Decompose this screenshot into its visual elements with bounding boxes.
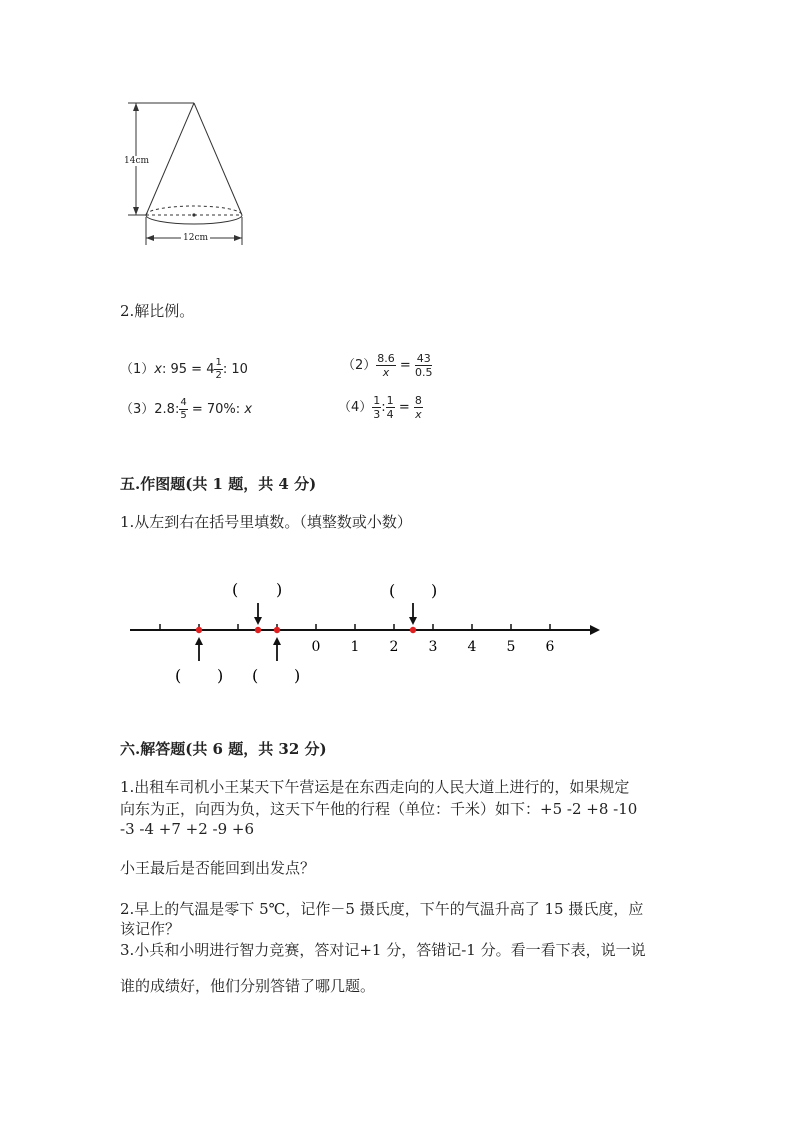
- proportion-3: [120, 398, 252, 421]
- cone-height-label: 14cm: [124, 156, 150, 166]
- cone-figure: [120, 95, 260, 255]
- proportion-2-left-den: x: [382, 366, 390, 379]
- section6-q2-line2: 该记作？: [120, 920, 181, 938]
- bracket-open-bottom-2: (: [252, 666, 259, 685]
- proportion-4-frac3-num: 8: [414, 394, 422, 407]
- section5-q1: 1.从左到右在括号里填数。（填整数或小数）: [120, 513, 412, 531]
- proportion-1: [120, 358, 248, 381]
- tick-label-3: 3: [428, 639, 438, 655]
- point-b: [255, 627, 261, 633]
- proportion-4-frac2-num: 1: [386, 394, 394, 407]
- proportion-2-eq: =: [399, 358, 411, 373]
- section6-q1-question: 小王最后是否能回到出发点？: [120, 859, 316, 877]
- proportion-4-index: （4）: [338, 400, 373, 415]
- tick-label-1: 1: [350, 639, 360, 655]
- tick-label-6: 6: [545, 639, 555, 655]
- proportion-3-frac-num: 4: [180, 397, 187, 408]
- proportion-2: [342, 353, 432, 378]
- proportion-1-frac-num: 1: [215, 357, 222, 368]
- proportion-2-right-num: 43: [416, 352, 431, 365]
- q2-title: 2.解比例。: [120, 302, 195, 320]
- proportion-4-frac3-den: x: [415, 408, 422, 421]
- tick-label-0: 0: [311, 639, 321, 655]
- section5-heading: 五.作图题(共 1 题，共 4 分): [120, 475, 317, 493]
- proportion-3-start: 2.8:: [154, 402, 180, 417]
- section6-q1-line3: -3 -4 +7 +2 -9 +6: [120, 820, 255, 838]
- proportion-4-frac2-den: 4: [386, 408, 394, 421]
- tick-label-2: 2: [389, 639, 399, 655]
- section6-q1-line2: 向东为正，向西为负，这天下午他的行程（单位：千米）如下：+5 -2 +8 -10: [120, 800, 638, 818]
- proportion-4-frac1-den: 3: [373, 408, 381, 421]
- section6-q2-line1: 2.早上的气温是零下 5℃，记作－5 摄氏度，下午的气温升高了 15 摄氏度，应: [120, 900, 644, 918]
- bracket-open-top-2: (: [389, 581, 396, 600]
- number-line: [120, 575, 610, 690]
- proportion-3-var: x: [244, 402, 253, 417]
- proportion-4-eq: =: [398, 400, 410, 415]
- proportion-3-mid: = 70%:: [191, 402, 241, 417]
- bracket-close-top-1: ): [276, 580, 283, 599]
- proportion-3-index: （3）: [120, 402, 155, 417]
- proportion-1-frac-den: 2: [215, 370, 222, 381]
- proportion-4-frac1-num: 1: [373, 394, 381, 407]
- point-c: [274, 627, 280, 633]
- section6-q3-line2: 谁的成绩好，他们分别答错了哪几题。: [120, 977, 376, 995]
- proportion-1-end: : 10: [222, 362, 248, 377]
- bracket-close-bottom-2: ): [294, 666, 301, 685]
- tick-label-5: 5: [506, 639, 516, 655]
- section6-q1-line1: 1.出租车司机小王某天下午营运是在东西走向的人民大道上进行的，如果规定: [120, 778, 630, 796]
- bracket-close-bottom-1: ): [217, 666, 224, 685]
- section6-heading: 六.解答题(共 6 题，共 32 分): [120, 740, 327, 758]
- bracket-close-top-2: ): [431, 581, 438, 600]
- proportion-4: [338, 395, 423, 420]
- proportion-4-colon: :: [381, 400, 386, 415]
- bracket-open-bottom-1: (: [175, 666, 182, 685]
- proportion-1-var: x: [154, 362, 162, 377]
- cone-diameter-label: 12cm: [183, 233, 209, 243]
- tick-label-4: 4: [467, 639, 477, 655]
- proportion-3-frac-den: 5: [180, 410, 187, 421]
- bracket-open-top-1: (: [232, 580, 239, 599]
- proportion-1-index: （1）: [120, 362, 155, 377]
- proportion-2-index: （2）: [342, 358, 377, 373]
- proportion-1-mid: : 95 = 4: [161, 362, 215, 377]
- point-d: [410, 627, 416, 633]
- number-line-arrowhead: [590, 625, 600, 635]
- section6-q3-line1: 3.小兵和小明进行智力竞赛，答对记+1 分，答错记-1 分。看一看下表，说一说: [120, 941, 646, 959]
- point-a: [196, 627, 202, 633]
- proportion-2-right-den: 0.5: [414, 366, 433, 379]
- proportion-2-left-num: 8.6: [377, 352, 395, 365]
